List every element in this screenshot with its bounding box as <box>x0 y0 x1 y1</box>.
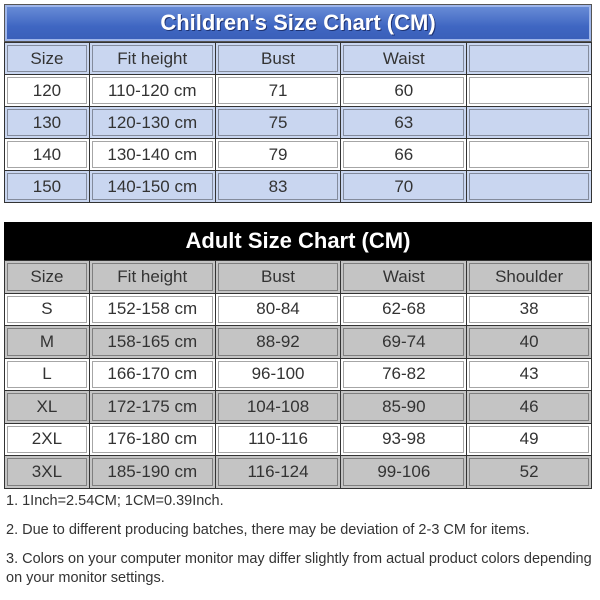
header-cell: Waist <box>341 261 467 294</box>
children-size-chart <box>4 4 592 203</box>
table-cell: 76-82 <box>341 359 467 392</box>
header-cell <box>467 43 592 75</box>
table-cell: 185-190 cm <box>90 456 216 489</box>
table-cell: L <box>5 359 90 392</box>
table-cell: 63 <box>341 107 467 139</box>
table-cell: 116-124 <box>216 456 342 489</box>
header-cell: Size <box>5 261 90 294</box>
table-cell: 120-130 cm <box>90 107 216 139</box>
table-cell: 43 <box>467 359 592 392</box>
table-cell: 88-92 <box>216 326 342 359</box>
table-cell: 2XL <box>5 424 90 457</box>
table-cell: 49 <box>467 424 592 457</box>
table-cell: 130 <box>5 107 90 139</box>
header-cell: Fit height <box>90 43 216 75</box>
size-notes <box>6 492 596 598</box>
table-cell: 85-90 <box>341 391 467 424</box>
header-cell: Shoulder <box>467 261 592 294</box>
table-cell: 158-165 cm <box>90 326 216 359</box>
table-cell: 79 <box>216 139 342 171</box>
children-size-table <box>4 42 592 203</box>
table-row <box>5 456 592 489</box>
table-cell: 70 <box>341 171 467 203</box>
table-cell <box>467 139 592 171</box>
table-cell: 62-68 <box>341 294 467 327</box>
table-cell: 110-116 <box>216 424 342 457</box>
table-row <box>5 171 592 203</box>
table-row <box>5 139 592 171</box>
table-header-row <box>5 261 592 294</box>
table-cell: 69-74 <box>341 326 467 359</box>
table-cell: 172-175 cm <box>90 391 216 424</box>
table-cell <box>467 171 592 203</box>
note-item: 3. Colors on your computer monitor may differ slightly from actual product colors depending on your monitor settings. <box>6 551 592 586</box>
table-cell: 110-120 cm <box>90 75 216 107</box>
table-cell: 104-108 <box>216 391 342 424</box>
adult-size-chart <box>4 222 592 489</box>
table-cell: XL <box>5 391 90 424</box>
table-cell: 130-140 cm <box>90 139 216 171</box>
table-row <box>5 359 592 392</box>
table-cell <box>467 75 592 107</box>
note-item: 1. 1Inch=2.54CM; 1CM=0.39Inch. <box>6 493 224 509</box>
table-cell <box>467 107 592 139</box>
table-header-row <box>5 43 592 75</box>
header-cell: Size <box>5 43 90 75</box>
children-chart-title: Children's Size Chart (CM) <box>4 4 592 42</box>
table-cell: 93-98 <box>341 424 467 457</box>
table-cell: S <box>5 294 90 327</box>
table-cell: 66 <box>341 139 467 171</box>
table-cell: 152-158 cm <box>90 294 216 327</box>
table-cell: 150 <box>5 171 90 203</box>
table-row <box>5 107 592 139</box>
table-cell: 96-100 <box>216 359 342 392</box>
table-cell: 3XL <box>5 456 90 489</box>
header-cell: Bust <box>216 261 342 294</box>
table-row <box>5 75 592 107</box>
table-cell: 166-170 cm <box>90 359 216 392</box>
table-row <box>5 391 592 424</box>
table-cell: 38 <box>467 294 592 327</box>
table-cell: 83 <box>216 171 342 203</box>
header-cell: Waist <box>341 43 467 75</box>
table-row <box>5 294 592 327</box>
table-row <box>5 326 592 359</box>
table-cell: M <box>5 326 90 359</box>
table-cell: 52 <box>467 456 592 489</box>
header-cell: Bust <box>216 43 342 75</box>
header-cell: Fit height <box>90 261 216 294</box>
table-cell: 71 <box>216 75 342 107</box>
note-item: 2. Due to different producing batches, there may be deviation of 2-3 CM for items. <box>6 522 530 538</box>
table-cell: 75 <box>216 107 342 139</box>
adult-chart-title: Adult Size Chart (CM) <box>4 222 592 260</box>
table-cell: 140 <box>5 139 90 171</box>
table-row <box>5 424 592 457</box>
table-cell: 80-84 <box>216 294 342 327</box>
table-cell: 46 <box>467 391 592 424</box>
table-cell: 120 <box>5 75 90 107</box>
table-cell: 60 <box>341 75 467 107</box>
table-cell: 99-106 <box>341 456 467 489</box>
table-cell: 176-180 cm <box>90 424 216 457</box>
table-cell: 140-150 cm <box>90 171 216 203</box>
table-cell: 40 <box>467 326 592 359</box>
adult-size-table <box>4 260 592 489</box>
